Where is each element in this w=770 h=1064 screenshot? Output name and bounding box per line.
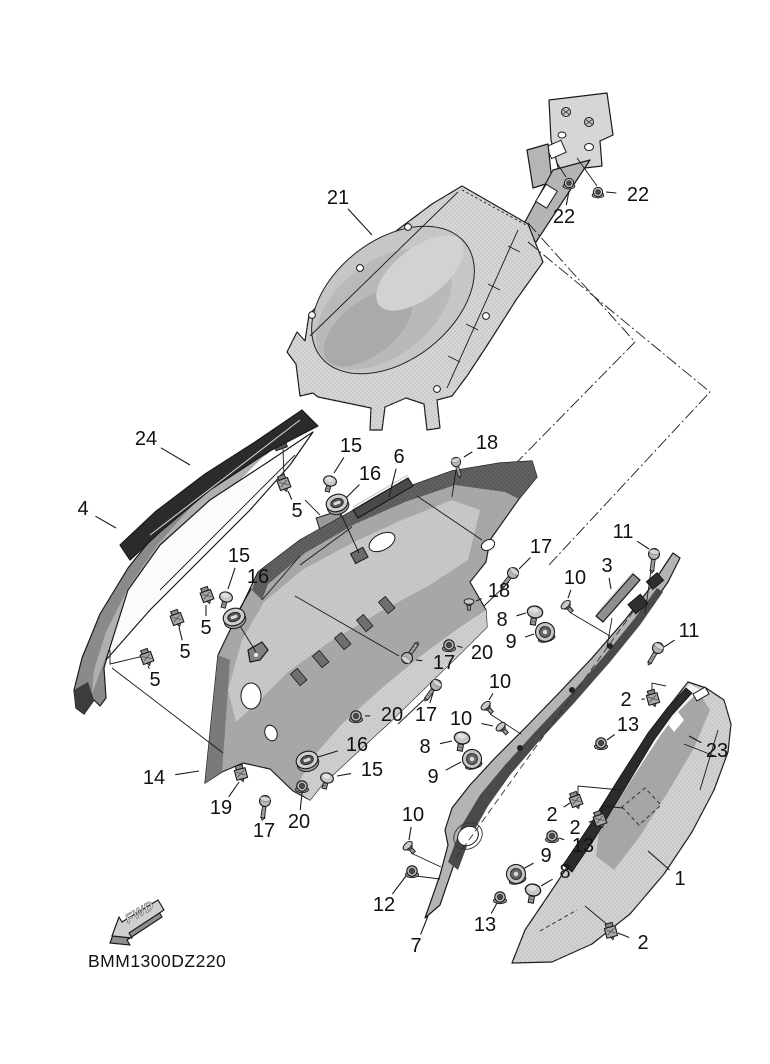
leader-line-4 <box>95 516 116 528</box>
screw-15-icon <box>217 590 234 609</box>
screw-8-icon <box>523 883 541 904</box>
leader-line-13 <box>559 838 564 840</box>
leader-line-12 <box>392 876 406 894</box>
callout-label-5: 5 <box>149 669 161 691</box>
callout-label-17: 17 <box>432 652 456 674</box>
leader-line-2 <box>564 803 570 807</box>
callout-label-5: 5 <box>200 617 212 639</box>
clip-5-icon <box>139 648 155 668</box>
callout-label-10: 10 <box>449 708 473 730</box>
nut-20-icon <box>296 781 309 793</box>
nut-13-icon <box>595 738 608 750</box>
callout-label-22: 22 <box>626 184 650 206</box>
callout-label-16: 16 <box>345 734 369 756</box>
callout-label-22: 22 <box>552 206 576 228</box>
leader-line-15 <box>334 457 344 473</box>
leader-line-8 <box>517 613 527 616</box>
callout-label-10: 10 <box>401 804 425 826</box>
bolt-17-icon <box>257 795 271 821</box>
callout-label-17: 17 <box>414 704 438 726</box>
callout-label-14: 14 <box>142 767 166 789</box>
callout-label-17: 17 <box>529 536 553 558</box>
leader-line-24 <box>161 448 190 465</box>
leader-line-15 <box>228 568 235 589</box>
callout-label-8: 8 <box>559 861 571 883</box>
leader-line-3 <box>609 578 611 589</box>
callout-label-9: 9 <box>505 631 517 653</box>
leader-line-11 <box>637 541 649 549</box>
callout-label-21: 21 <box>326 187 350 209</box>
callout-label-4: 4 <box>77 498 89 520</box>
leader-line-14 <box>175 771 199 775</box>
fwd-label: FWD <box>124 897 156 927</box>
clip-2-icon <box>568 791 584 811</box>
callout-label-2: 2 <box>637 932 649 954</box>
clip-5-icon <box>276 474 292 494</box>
leader-line-16 <box>346 485 360 499</box>
nut-13-icon <box>546 831 559 843</box>
callout-label-23: 23 <box>705 740 729 762</box>
clip-2-icon <box>645 689 660 708</box>
callout-label-15: 15 <box>339 435 363 457</box>
callout-label-17: 17 <box>252 820 276 842</box>
callout-label-7: 7 <box>410 935 422 957</box>
callout-label-3: 3 <box>601 555 613 577</box>
part-21-tray <box>284 93 613 430</box>
bolt-11-icon <box>643 640 665 667</box>
callout-label-2: 2 <box>546 804 558 826</box>
nut-20-icon <box>350 711 363 723</box>
clip-5-icon <box>169 609 185 629</box>
callout-label-9: 9 <box>427 766 439 788</box>
leader-line-9 <box>446 762 461 770</box>
callout-label-10: 10 <box>488 671 512 693</box>
callout-label-20: 20 <box>287 811 311 833</box>
leader-line-17 <box>519 558 531 570</box>
screw-10-icon <box>495 721 512 738</box>
callout-label-6: 6 <box>393 446 405 468</box>
callout-label-24: 24 <box>134 428 158 450</box>
screw-15-icon <box>321 474 338 493</box>
leader-line-10 <box>568 590 571 598</box>
callout-label-9: 9 <box>540 845 552 867</box>
grommet-9-icon <box>504 862 527 886</box>
grommet-9-icon <box>460 747 483 771</box>
leader-line-5 <box>288 491 292 500</box>
callout-label-13: 13 <box>571 835 595 857</box>
callout-label-20: 20 <box>470 642 494 664</box>
callout-label-15: 15 <box>227 545 251 567</box>
callout-label-18: 18 <box>487 580 511 602</box>
callout-label-18: 18 <box>475 432 499 454</box>
screw-10-icon <box>402 840 419 857</box>
callout-label-12: 12 <box>372 894 396 916</box>
leader-line-15 <box>337 774 351 776</box>
drawing-code: BMM1300DZ220 <box>88 951 227 971</box>
leader-line-13 <box>491 903 497 914</box>
leader-line-22 <box>606 192 616 193</box>
leader-line-17 <box>416 660 422 661</box>
callout-label-11: 11 <box>612 521 634 543</box>
leader-line-2 <box>618 933 629 938</box>
callout-label-2: 2 <box>620 689 632 711</box>
callout-label-16: 16 <box>246 566 270 588</box>
callout-label-8: 8 <box>496 609 508 631</box>
callout-label-11: 11 <box>678 620 700 642</box>
leader-line-8 <box>541 879 553 886</box>
callout-label-13: 13 <box>473 914 497 936</box>
clip-5-icon <box>199 586 215 606</box>
callout-label-20: 20 <box>380 704 404 726</box>
nut-22-icon <box>592 187 604 198</box>
nut-12-icon <box>406 866 419 878</box>
callout-label-15: 15 <box>360 759 384 781</box>
leader-line-10 <box>481 724 493 727</box>
leader-line-11 <box>664 640 675 647</box>
screw-10-icon <box>480 700 497 717</box>
leader-line-18 <box>464 452 472 457</box>
leader-line-9 <box>525 634 534 637</box>
callout-label-13: 13 <box>616 714 640 736</box>
screw-10-icon <box>560 599 577 616</box>
callout-label-2: 2 <box>569 817 581 839</box>
leader-line-13 <box>607 735 615 741</box>
screw-8-icon <box>452 731 470 752</box>
leader-line-7 <box>421 916 428 935</box>
grommet-9-icon <box>533 620 556 644</box>
leader-line-10 <box>489 693 493 700</box>
callout-label-8: 8 <box>419 736 431 758</box>
nut-22-icon <box>563 178 575 189</box>
leader-line-5 <box>179 627 182 640</box>
callout-label-1: 1 <box>674 868 686 890</box>
part-14-inner-cover <box>205 461 537 800</box>
fwd-arrow <box>110 897 164 945</box>
leader-line-8 <box>440 741 452 744</box>
clip-19-icon <box>233 764 248 783</box>
nut-20-icon <box>443 640 456 652</box>
callout-label-19: 19 <box>209 797 233 819</box>
callout-label-16: 16 <box>358 463 382 485</box>
leader-line-21 <box>348 209 372 235</box>
nut-13-icon <box>494 892 507 904</box>
bolt-11-icon <box>646 548 660 574</box>
leader-line-10 <box>409 827 411 840</box>
callout-label-10: 10 <box>563 567 587 589</box>
leader-line-9 <box>523 863 534 869</box>
callout-label-5: 5 <box>291 500 303 522</box>
leader-line-19 <box>229 782 239 797</box>
callout-label-5: 5 <box>179 641 191 663</box>
